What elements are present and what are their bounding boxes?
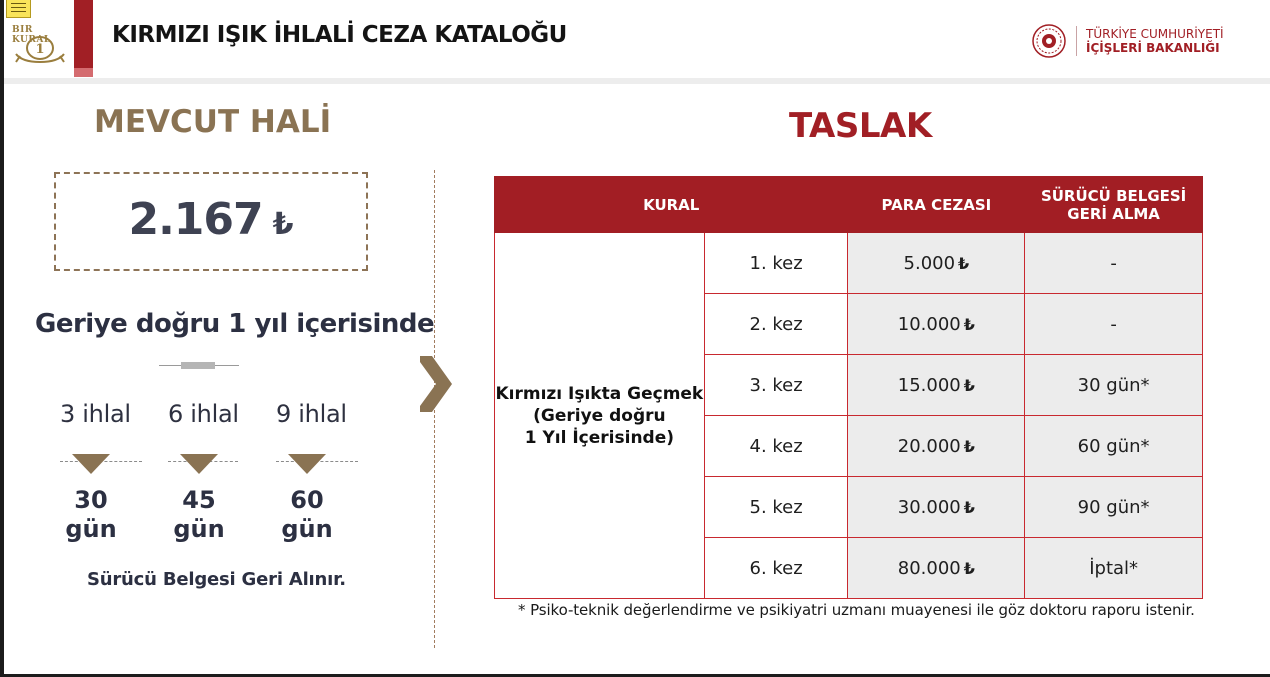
tier-days-value: 30: [74, 486, 108, 514]
currency-symbol: ₺: [963, 558, 975, 578]
ministry-line1: TÜRKİYE CUMHURİYETİ: [1086, 27, 1224, 41]
chevron-down-icon: [180, 454, 218, 476]
chevron-down-icon: [72, 454, 110, 476]
current-note: Sürücü Belgesi Geri Alınır.: [87, 569, 346, 590]
header-divider: [4, 78, 1270, 84]
rule-cell: [495, 233, 705, 599]
ministry-separator: [1076, 26, 1077, 56]
tier-days-2: [164, 486, 234, 544]
tier-days-3: [272, 486, 342, 544]
fine-cell: [848, 538, 1025, 599]
ministry-line2: İÇİŞLERİ BAKANLIĞI: [1086, 41, 1220, 55]
fine-value: 5.000: [903, 252, 956, 274]
fine-value: 30.000: [897, 496, 961, 518]
footnote: * Psiko-teknik değerlendirme ve psikiyatri uzmanı muayenesi ile göz doktoru raporu istenir.: [518, 601, 1195, 619]
fine-cell: [848, 477, 1025, 538]
rule-line3: 1 Yıl İçerisinde): [524, 427, 675, 448]
fine-cell: [848, 233, 1025, 294]
header-license: [1025, 177, 1203, 233]
ministry-seal-icon: [1032, 24, 1066, 58]
currency-symbol: ₺: [963, 497, 975, 517]
header-fine: PARA CEZASI: [848, 177, 1025, 233]
rule-logo-icon: [10, 24, 70, 66]
license-cell: 60 gün*: [1025, 416, 1203, 477]
current-fine-amount: 2.167: [128, 194, 263, 245]
draft-fines-table: [494, 176, 1203, 599]
logo-text: BIR KURAL: [12, 25, 51, 45]
license-cell: -: [1025, 294, 1203, 355]
count-cell: 5. kez: [704, 477, 848, 538]
fine-value: 20.000: [897, 435, 961, 457]
count-cell: 2. kez: [704, 294, 848, 355]
count-cell: 3. kez: [704, 355, 848, 416]
tier-days-unit: gün: [173, 515, 225, 543]
svg-text:1: 1: [35, 42, 45, 57]
table-header-row: [495, 177, 1203, 233]
note-icon[interactable]: [6, 0, 31, 18]
tier-violations-3: 9 ihlal: [276, 400, 347, 428]
license-cell: -: [1025, 233, 1203, 294]
rule-line2: (Geriye doğru: [533, 405, 666, 426]
page-title: KIRMIZI IŞIK İHLALİ CEZA KATALOĞU: [112, 22, 567, 48]
current-fine-box: [54, 172, 368, 271]
arrow-right-icon: [418, 356, 452, 412]
chevron-down-icon: [288, 454, 326, 476]
ministry-name: [1086, 27, 1224, 55]
fine-cell: [848, 416, 1025, 477]
draft-title: TASLAK: [789, 106, 932, 146]
currency-symbol: ₺: [963, 375, 975, 395]
currency-symbol: ₺: [963, 436, 975, 456]
fine-cell: [848, 355, 1025, 416]
current-title: MEVCUT HALİ: [94, 104, 332, 140]
count-cell: 6. kez: [704, 538, 848, 599]
rule-line1: Kırmızı Işıkta Geçmek: [495, 383, 704, 404]
tier-days-1: [56, 486, 126, 544]
tier-days-unit: gün: [65, 515, 117, 543]
currency-symbol: ₺: [958, 253, 970, 273]
header-license-line2: GERİ ALMA: [1067, 204, 1160, 223]
tier-violations-2: 6 ihlal: [168, 400, 239, 428]
count-cell: 1. kez: [704, 233, 848, 294]
tier-violations-1: 3 ihlal: [60, 400, 131, 428]
mini-divider-block: [181, 362, 215, 369]
header-rule: KURAL: [495, 177, 848, 233]
fine-value: 15.000: [897, 374, 961, 396]
fine-value: 80.000: [897, 557, 961, 579]
fine-cell: [848, 294, 1025, 355]
tier-days-unit: gün: [281, 515, 333, 543]
header-license-line1: SÜRÜCÜ BELGESİ: [1040, 186, 1187, 205]
window-left-edge: [0, 0, 4, 677]
license-cell: 90 gün*: [1025, 477, 1203, 538]
currency-symbol: ₺: [272, 207, 294, 242]
header-accent-bar-tail: [74, 68, 93, 77]
tier-days-value: 45: [182, 486, 216, 514]
current-period: Geriye doğru 1 yıl içerisinde: [35, 309, 435, 339]
header-accent-bar: [74, 0, 93, 68]
currency-symbol: ₺: [963, 314, 975, 334]
count-cell: 4. kez: [704, 416, 848, 477]
license-cell: İptal*: [1025, 538, 1203, 599]
license-cell: 30 gün*: [1025, 355, 1203, 416]
table-row: [495, 233, 1203, 294]
tier-days-value: 60: [290, 486, 324, 514]
fine-value: 10.000: [897, 313, 961, 335]
